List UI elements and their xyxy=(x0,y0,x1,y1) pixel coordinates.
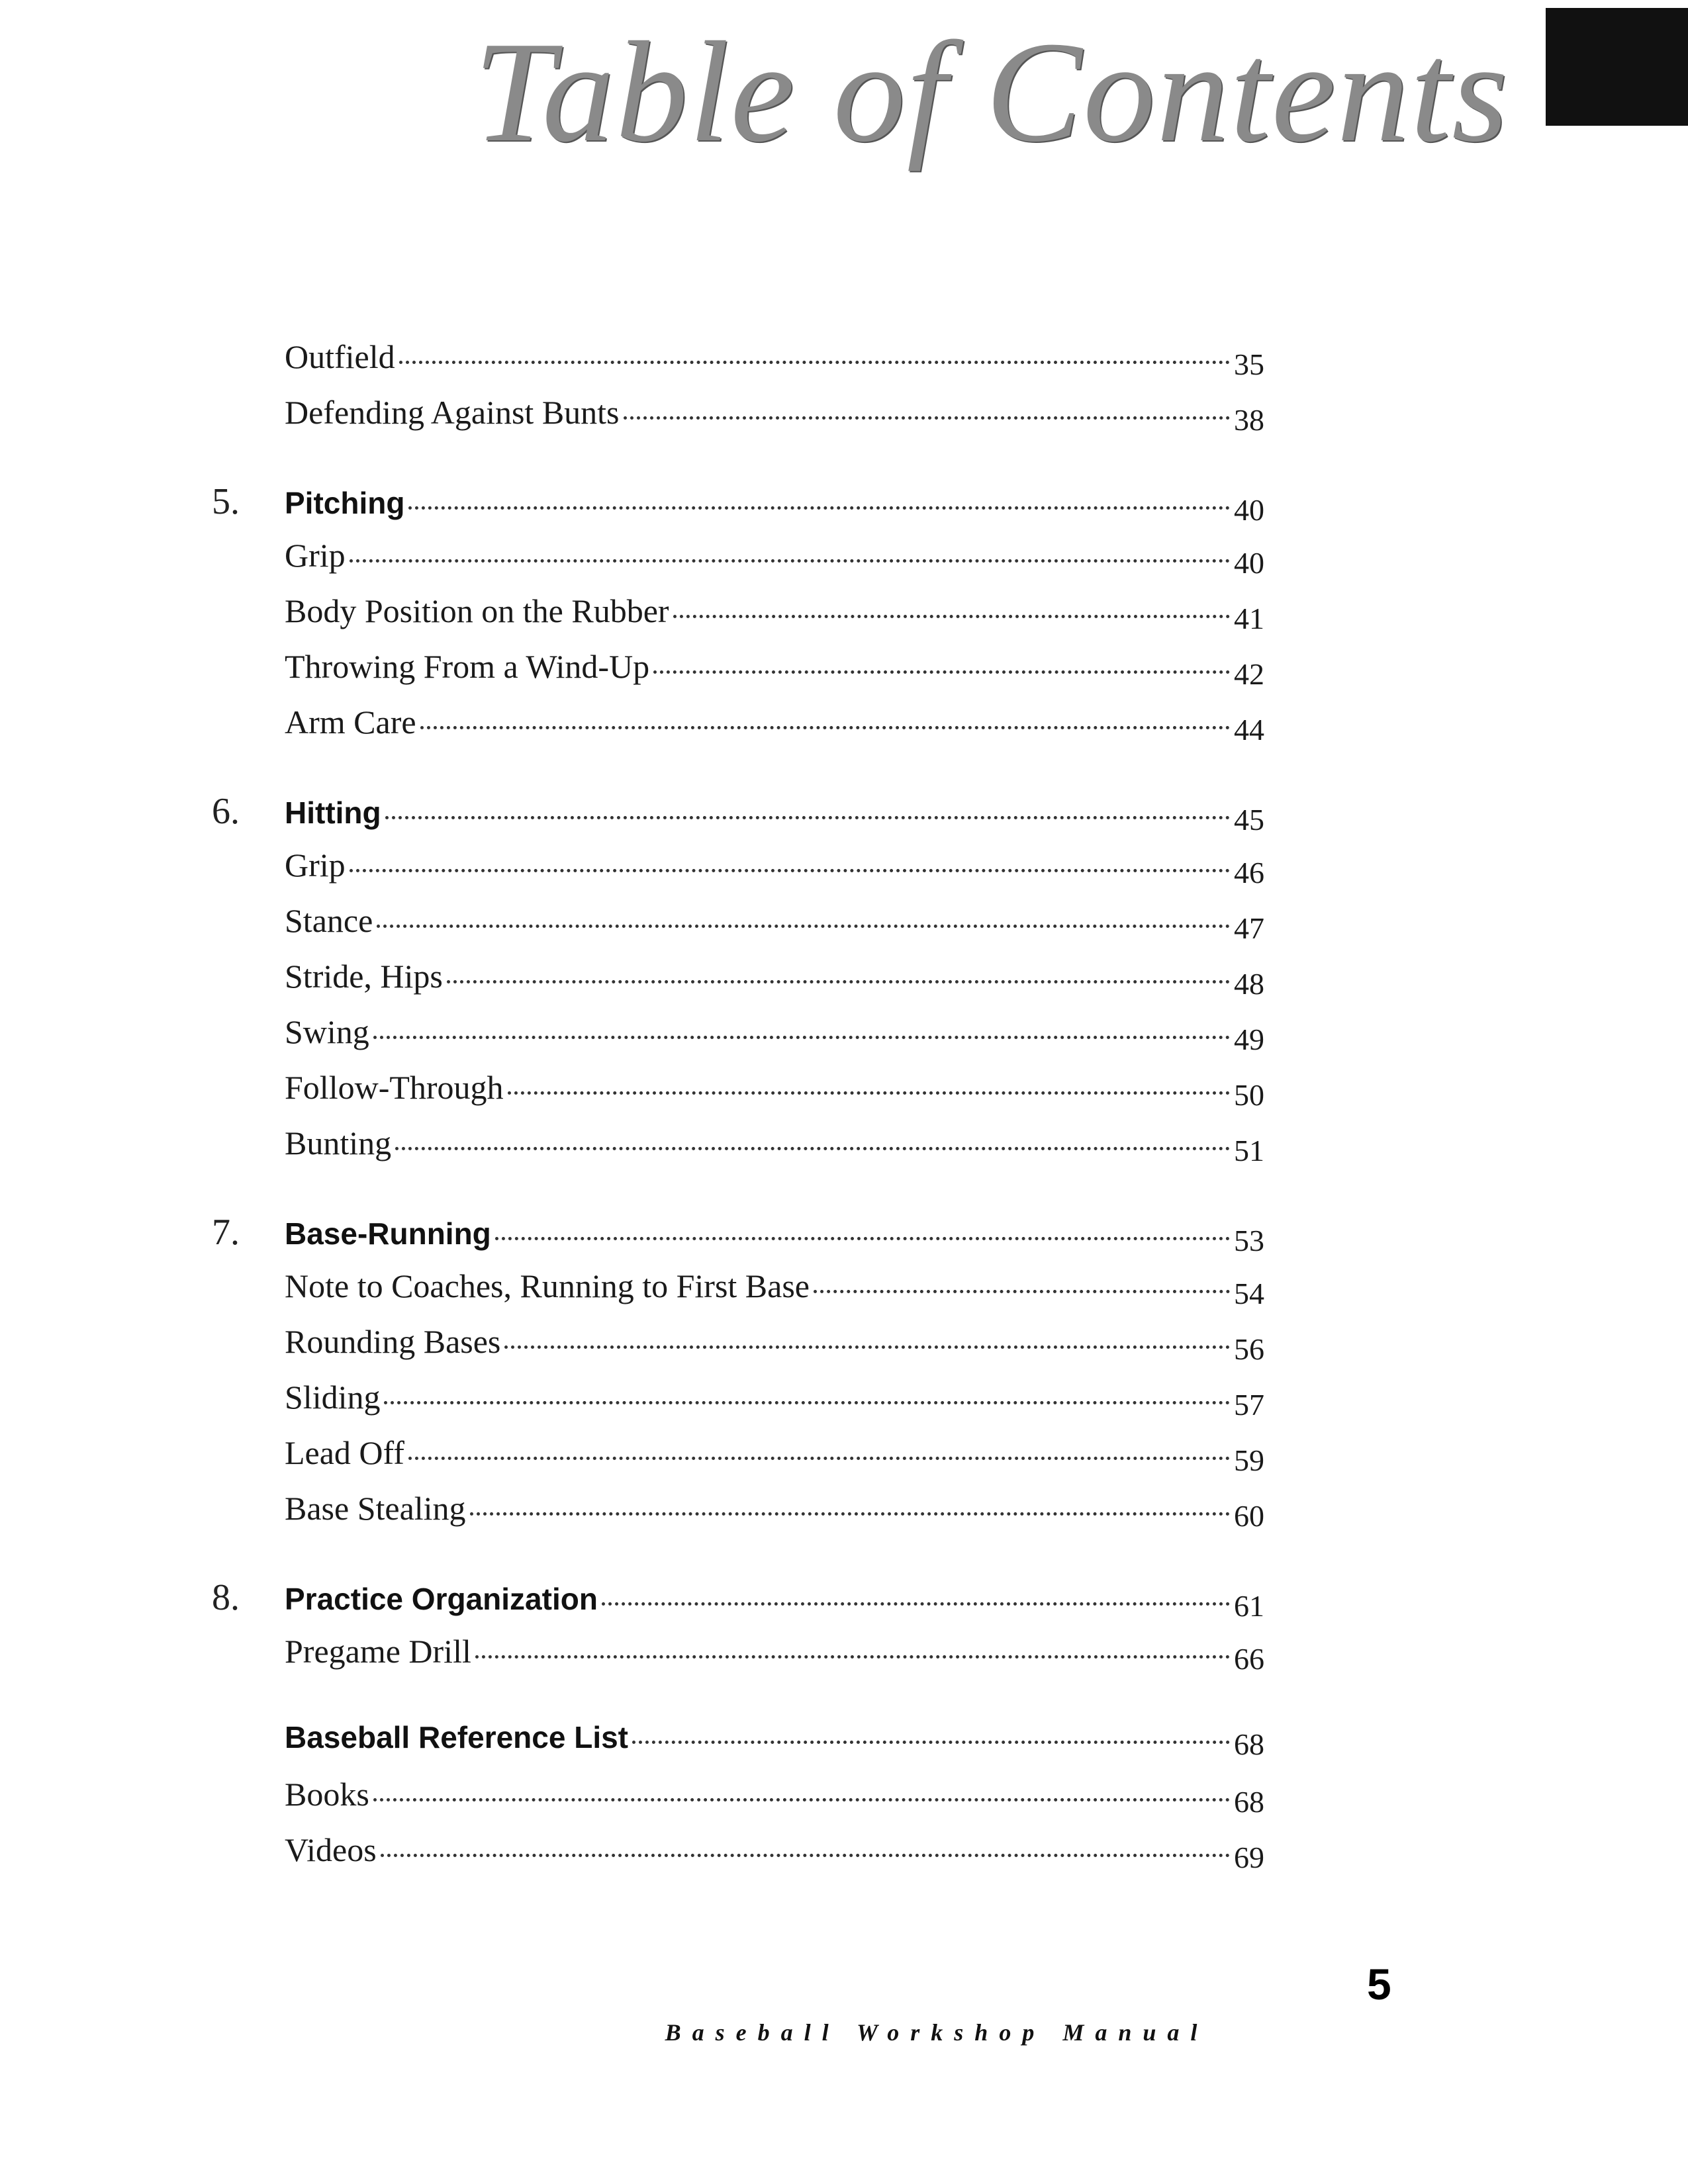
toc-entry xyxy=(212,1489,1264,1545)
toc-entry xyxy=(212,1211,1264,1267)
toc-entry xyxy=(212,393,1264,449)
footer-manual-title: Baseball Workshop Manual xyxy=(665,2019,1209,2046)
table-of-contents xyxy=(212,338,1264,1886)
toc-entry-label: Outfield xyxy=(285,338,395,375)
dot-leader xyxy=(814,1290,1230,1293)
toc-page-number: 44 xyxy=(1234,713,1264,747)
toc-page-number: 48 xyxy=(1234,967,1264,1001)
toc-page-number: 53 xyxy=(1234,1224,1264,1257)
toc-entry xyxy=(212,1267,1264,1322)
toc-page-number: 42 xyxy=(1234,657,1264,691)
toc-entry-label: Videos xyxy=(285,1831,377,1868)
dot-leader xyxy=(377,925,1230,928)
toc-entry-label: Hitting xyxy=(285,796,381,830)
toc-page-number: 45 xyxy=(1234,803,1264,837)
toc-entry xyxy=(212,1124,1264,1179)
toc-entry-label: Pregame Drill xyxy=(285,1633,471,1670)
toc-entry xyxy=(212,480,1264,536)
toc-entry-label: Pitching xyxy=(285,486,405,520)
toc-entry-label: Swing xyxy=(285,1013,369,1050)
toc-entry-label: Grip xyxy=(285,537,346,574)
toc-entry-label: Books xyxy=(285,1776,369,1813)
dot-leader xyxy=(408,1457,1230,1460)
dot-leader xyxy=(384,1401,1230,1404)
toc-page-number: 61 xyxy=(1234,1589,1264,1623)
dot-leader xyxy=(475,1655,1230,1659)
dot-leader xyxy=(653,670,1230,674)
dot-leader xyxy=(373,1798,1230,1801)
dot-leader xyxy=(624,416,1230,420)
dot-leader xyxy=(373,1036,1230,1039)
toc-page-number: 49 xyxy=(1234,1023,1264,1056)
dot-leader xyxy=(470,1512,1230,1516)
toc-entry-label: Defending Against Bunts xyxy=(285,394,620,431)
toc-entry xyxy=(212,647,1264,703)
toc-page-number: 40 xyxy=(1234,546,1264,580)
toc-entry xyxy=(212,1068,1264,1124)
toc-chapter-number: 8. xyxy=(212,1577,240,1618)
dot-leader xyxy=(408,506,1230,510)
toc-entry-label: Base Stealing xyxy=(285,1490,466,1527)
toc-entry xyxy=(212,703,1264,758)
toc-page-number: 66 xyxy=(1234,1642,1264,1676)
toc-page-number: 68 xyxy=(1234,1727,1264,1761)
toc-entry-label: Throwing From a Wind-Up xyxy=(285,648,650,685)
dot-leader xyxy=(447,980,1230,983)
toc-entry xyxy=(212,1576,1264,1632)
toc-page-number: 46 xyxy=(1234,856,1264,889)
toc-entry-label: Rounding Bases xyxy=(285,1323,501,1360)
toc-entry-label: Follow-Through xyxy=(285,1069,504,1106)
toc-entry xyxy=(212,790,1264,846)
toc-page-number: 51 xyxy=(1234,1134,1264,1167)
toc-page-number: 60 xyxy=(1234,1499,1264,1533)
toc-page-number: 50 xyxy=(1234,1078,1264,1112)
dot-leader xyxy=(395,1147,1230,1150)
toc-page-number: 41 xyxy=(1234,602,1264,635)
toc-entry xyxy=(212,957,1264,1013)
toc-entry-label: Lead Off xyxy=(285,1434,404,1471)
dot-leader xyxy=(381,1854,1230,1857)
toc-entry-label: Grip xyxy=(285,846,346,884)
toc-entry xyxy=(212,1831,1264,1886)
toc-page-number: 54 xyxy=(1234,1277,1264,1310)
toc-entry-label: Stride, Hips xyxy=(285,958,443,995)
toc-entry xyxy=(212,1632,1264,1688)
toc-page-number: 69 xyxy=(1234,1841,1264,1874)
toc-entry-label: Sliding xyxy=(285,1379,381,1416)
dot-leader xyxy=(632,1741,1230,1744)
dot-leader xyxy=(602,1602,1230,1606)
toc-page-number: 35 xyxy=(1234,347,1264,381)
toc-chapter-number: 7. xyxy=(212,1212,240,1253)
toc-entry xyxy=(212,846,1264,901)
page-number: 5 xyxy=(1367,1960,1391,2009)
toc-entry-label: Arm Care xyxy=(285,704,416,741)
toc-entry xyxy=(212,1775,1264,1831)
toc-page-number: 68 xyxy=(1234,1785,1264,1819)
toc-entry xyxy=(212,338,1264,393)
corner-tab xyxy=(1546,8,1688,126)
toc-entry xyxy=(212,1013,1264,1068)
toc-entry-label: Base-Running xyxy=(285,1216,491,1251)
dot-leader xyxy=(399,361,1230,364)
toc-entry xyxy=(212,901,1264,957)
toc-chapter-number: 5. xyxy=(212,481,240,522)
dot-leader xyxy=(385,816,1230,819)
dot-leader xyxy=(350,559,1230,563)
toc-page-number: 57 xyxy=(1234,1388,1264,1422)
dot-leader xyxy=(495,1237,1230,1240)
toc-chapter-number: 6. xyxy=(212,791,240,832)
toc-page-number: 59 xyxy=(1234,1443,1264,1477)
toc-entry-label: Baseball Reference List xyxy=(285,1720,629,1754)
toc-entry xyxy=(212,1433,1264,1489)
toc-entry xyxy=(212,536,1264,592)
toc-entry xyxy=(212,1322,1264,1378)
toc-page-number: 47 xyxy=(1234,911,1264,945)
dot-leader xyxy=(673,615,1230,618)
dot-leader xyxy=(508,1091,1230,1095)
title-block xyxy=(473,13,1509,172)
toc-entry-label: Practice Organization xyxy=(285,1582,598,1616)
dot-leader xyxy=(504,1345,1230,1349)
toc-entry xyxy=(212,1719,1264,1775)
toc-page-number: 40 xyxy=(1234,493,1264,527)
toc-entry-label: Bunting xyxy=(285,1124,392,1161)
toc-page-number: 38 xyxy=(1234,403,1264,437)
dot-leader xyxy=(350,869,1230,872)
dot-leader xyxy=(420,726,1230,729)
toc-entry xyxy=(212,1378,1264,1433)
toc-entry xyxy=(212,592,1264,647)
toc-entry-label: Stance xyxy=(285,902,373,939)
page-title: Table of Contents xyxy=(473,13,1509,172)
toc-entry-label: Body Position on the Rubber xyxy=(285,592,669,629)
toc-page-number: 56 xyxy=(1234,1332,1264,1366)
toc-entry-label: Note to Coaches, Running to First Base xyxy=(285,1267,810,1304)
